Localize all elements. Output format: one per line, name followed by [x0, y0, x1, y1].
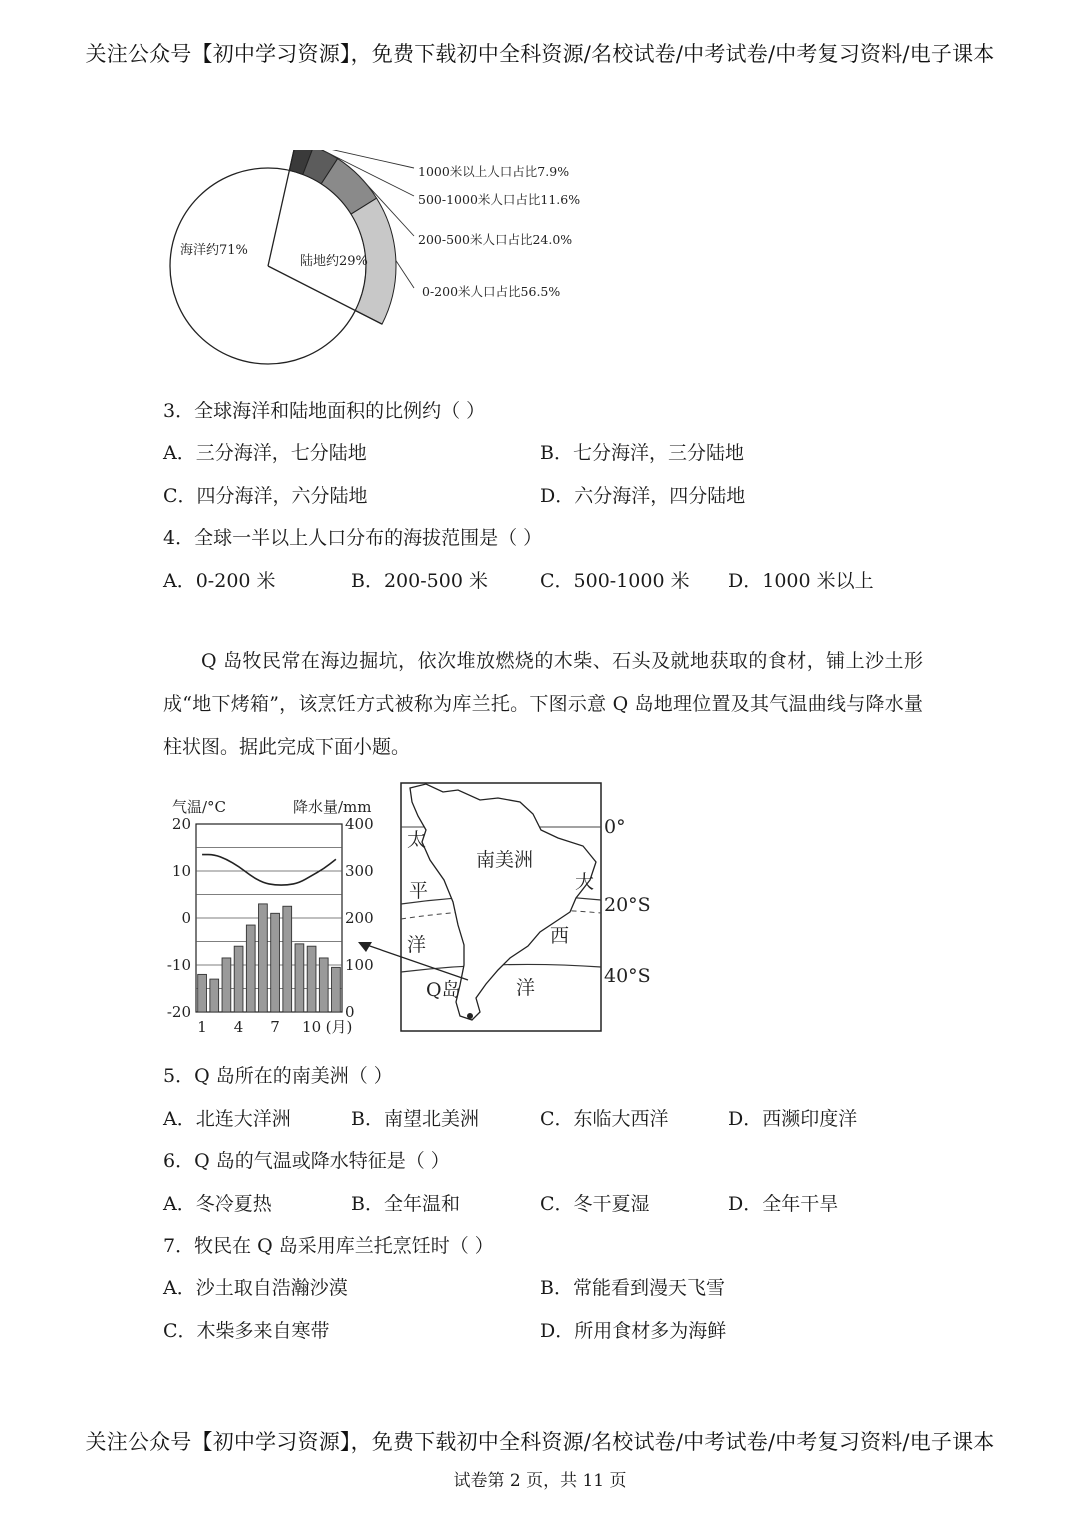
precip-bar	[198, 974, 207, 1012]
atlantic-char-3: 洋	[516, 977, 536, 999]
q4-option-a[interactable]: A．0-200 米	[163, 570, 276, 592]
q5-stem: 5．Q 岛所在的南美洲（ ）	[163, 1065, 393, 1087]
q-island-label: Q岛	[426, 979, 461, 1001]
precip-bar	[307, 946, 316, 1012]
q4-stem: 4．全球一半以上人口分布的海拔范围是（ ）	[163, 527, 543, 549]
island-to-chart-arrow	[340, 930, 480, 990]
precip-bar	[222, 958, 231, 1012]
pacific-char-1: 太	[407, 829, 427, 851]
precip-bar	[234, 946, 243, 1012]
precip-tick-label: 200	[345, 909, 374, 927]
q5-option-d[interactable]: D．西濒印度洋	[728, 1108, 858, 1130]
lat-label-40s: 40°S	[604, 965, 651, 987]
month-tick-label: 1	[197, 1018, 207, 1036]
q7-option-c[interactable]: C．木柴多来自寒带	[163, 1320, 330, 1342]
q3-option-d[interactable]: D．六分海洋，四分陆地	[540, 485, 746, 507]
q3-option-c[interactable]: C．四分海洋，六分陆地	[163, 485, 368, 507]
q5-option-c[interactable]: C．东临大西洋	[540, 1108, 669, 1130]
pacific-char-2: 平	[409, 880, 429, 902]
q5-option-a[interactable]: A．北连大洋洲	[163, 1108, 291, 1130]
south-america-map	[398, 780, 658, 1035]
month-unit-label: (月)	[325, 1018, 353, 1036]
temp-axis-label: 气温/°C	[172, 798, 227, 816]
q6-option-c[interactable]: C．冬干夏湿	[540, 1193, 650, 1215]
q4-option-b[interactable]: B．200-500 米	[351, 570, 488, 592]
q3-stem: 3．全球海洋和陆地面积的比例约（ ）	[163, 400, 486, 422]
precip-tick-label: 400	[345, 815, 374, 833]
leader-line-3	[396, 260, 414, 288]
segment-label-500-1000: 500-1000米人口占比11.6%	[418, 192, 581, 207]
continent-label: 南美洲	[476, 849, 534, 871]
land-ocean-pie-figure	[160, 150, 620, 380]
land-label: 陆地约29%	[300, 254, 368, 269]
segment-label-200-500: 200-500米人口占比24.0%	[418, 232, 573, 247]
q7-stem: 7．牧民在 Q 岛采用库兰托烹饪时（ ）	[163, 1235, 494, 1257]
q7-option-a[interactable]: A．沙土取自浩瀚沙漠	[163, 1277, 348, 1299]
q3-option-b[interactable]: B．七分海洋，三分陆地	[540, 442, 744, 464]
atlantic-char-1: 大	[575, 871, 595, 893]
q3-option-a[interactable]: A．三分海洋，七分陆地	[163, 442, 367, 464]
precip-axis-label: 降水量/mm	[293, 798, 372, 816]
precip-bar	[283, 906, 292, 1012]
q6-option-d[interactable]: D．全年干旱	[728, 1193, 839, 1215]
climate-chart	[160, 790, 392, 1040]
passage-text: Q 岛牧民常在海边掘坑，依次堆放燃烧的木柴、石头及就地获取的食材，铺上沙土形成“地下烤箱”，该烹饪方式被称为库兰托。下图示意 Q 岛地理位置及其气温曲线与降水量柱状图。据此完成下面小题。	[163, 650, 923, 758]
temp-tick-label: -10	[166, 956, 191, 974]
q7-option-b[interactable]: B．常能看到漫天飞雪	[540, 1277, 725, 1299]
q6-option-a[interactable]: A．冬冷夏热	[163, 1193, 272, 1215]
q7-option-d[interactable]: D．所用食材多为海鲜	[540, 1320, 727, 1342]
temp-tick-label: 0	[181, 909, 191, 927]
arrow-line	[364, 944, 468, 980]
temp-tick-label: -20	[166, 1003, 191, 1021]
q5-option-b[interactable]: B．南望北美洲	[351, 1108, 479, 1130]
precip-bar	[319, 958, 328, 1012]
precip-bar	[332, 967, 341, 1012]
precip-bar	[271, 913, 280, 1012]
precip-bar	[246, 925, 255, 1012]
month-tick-label: 7	[270, 1018, 280, 1036]
precip-bar	[259, 904, 268, 1012]
bottom-banner: 关注公众号【初中学习资源】，免费下载初中全科资源/名校试卷/中考试卷/中考复习资料/电子课本	[85, 1430, 995, 1454]
precip-bar	[210, 979, 219, 1012]
lat-label-equator: 0°	[604, 816, 626, 838]
precip-tick-label: 100	[345, 956, 374, 974]
segment-label-1000-plus: 1000米以上人口占比7.9%	[418, 164, 570, 179]
temp-tick-label: 10	[171, 862, 191, 880]
page-number: 试卷第 2 页，共 11 页	[453, 1471, 627, 1491]
temperature-curve	[202, 855, 336, 886]
q4-option-c[interactable]: C．500-1000 米	[540, 570, 690, 592]
precip-tick-label: 300	[345, 862, 374, 880]
lat-label-20s: 20°S	[604, 894, 651, 916]
top-banner: 关注公众号【初中学习资源】，免费下载初中全科资源/名校试卷/中考试卷/中考复习资料/电子课本	[85, 42, 995, 66]
arrow-head-icon	[358, 942, 372, 952]
precip-tick-label: 0	[345, 1003, 355, 1021]
q6-option-b[interactable]: B．全年温和	[351, 1193, 460, 1215]
reading-passage	[163, 640, 923, 769]
month-tick-label: 10	[302, 1018, 322, 1036]
q6-stem: 6．Q 岛的气温或降水特征是（ ）	[163, 1150, 450, 1172]
q-island-marker	[467, 1013, 473, 1019]
pacific-char-3: 洋	[407, 934, 427, 956]
atlantic-char-2: 西	[550, 925, 570, 947]
precip-bar	[295, 944, 304, 1012]
month-tick-label: 4	[233, 1018, 244, 1036]
ocean-label: 海洋约71%	[180, 243, 248, 258]
segment-label-0-200: 0-200米人口占比56.5%	[422, 284, 561, 299]
q4-option-d[interactable]: D．1000 米以上	[728, 570, 874, 592]
temp-tick-label: 20	[171, 815, 191, 833]
